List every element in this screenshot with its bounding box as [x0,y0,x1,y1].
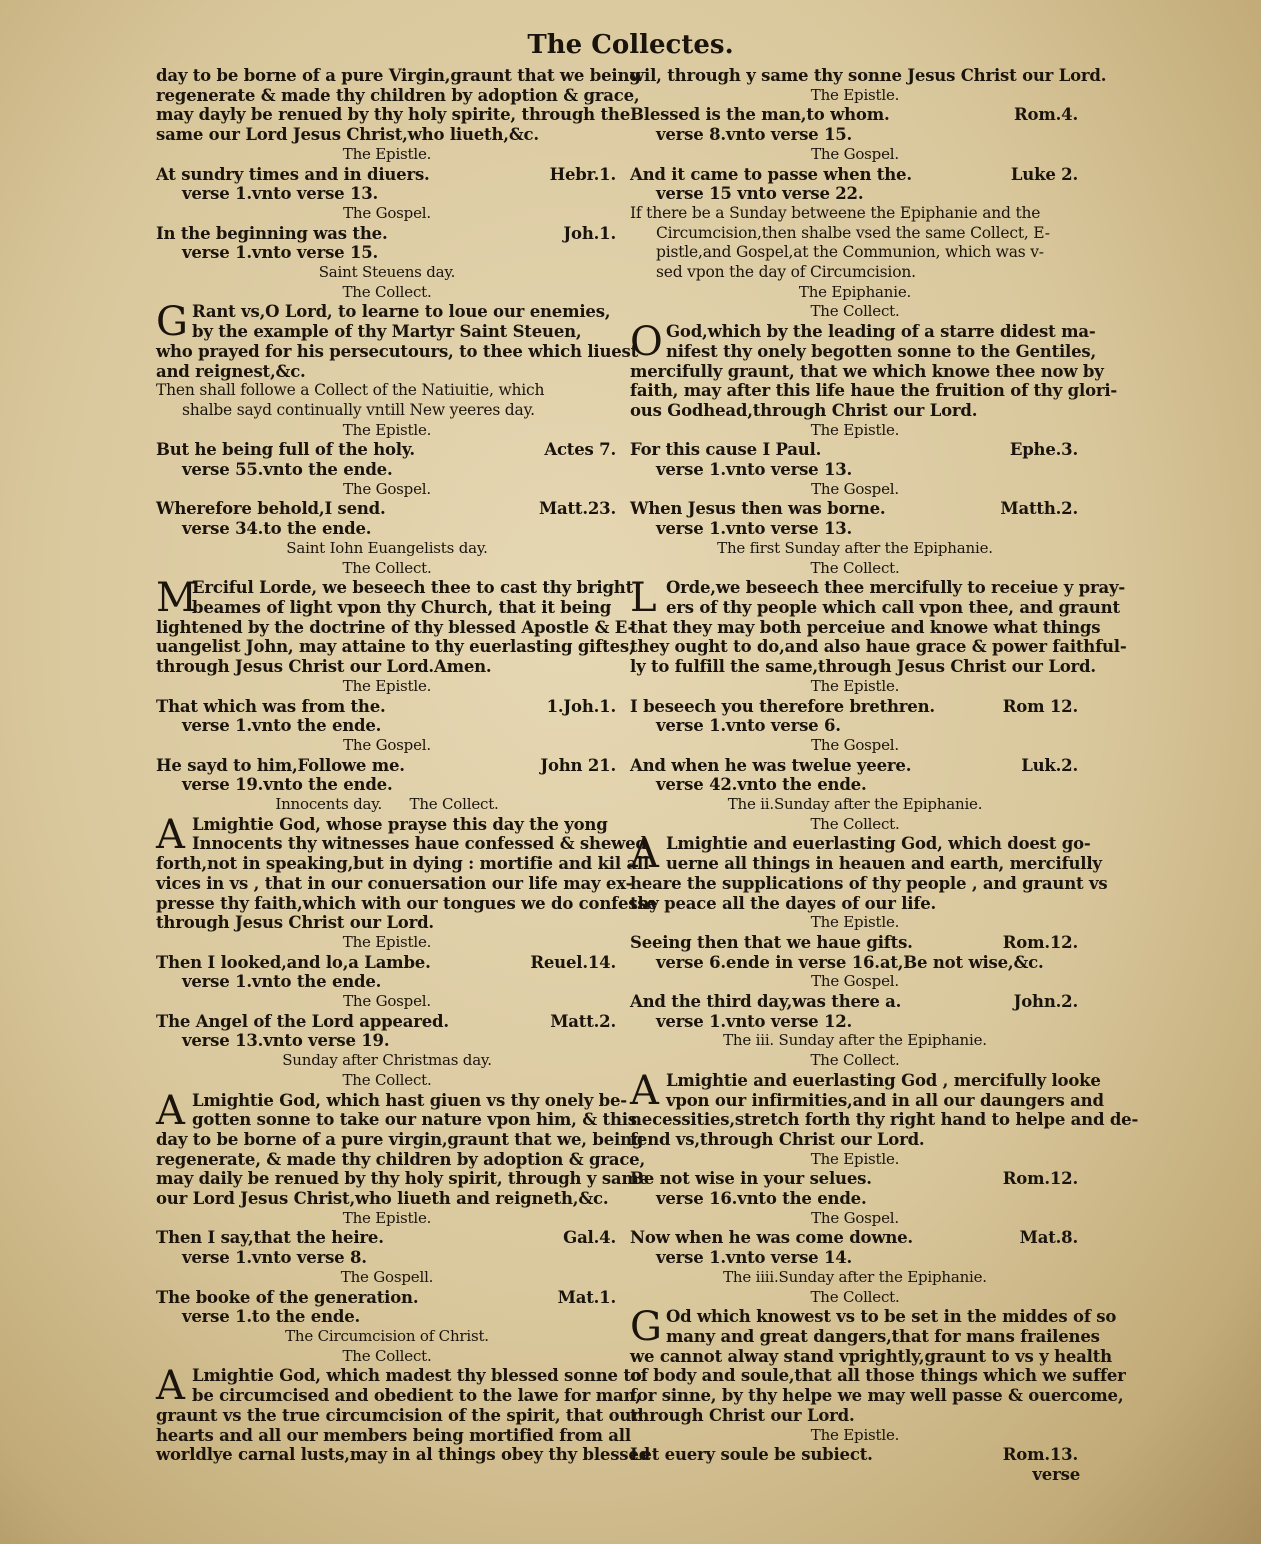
feast-title: The Circumcision of Christ. [285,1327,489,1345]
text-line: nifest thy onely begotten sonne to the Gentiles, [666,341,1097,361]
verse-range: verse 1.vnto the ende. [182,972,382,992]
text-line: through Jesus Christ our Lord. [156,913,434,933]
scripture-citation: Gal.4. [563,1228,616,1248]
scripture-citation: Rom.12. [1002,1169,1078,1189]
lesson-reference [630,1169,1080,1189]
text-line: heare the supplications of thy people , and graunt vs [630,873,1108,893]
lesson-incipit: And it came to passe when the. [630,164,912,184]
verse-range: verse 1.vnto verse 12. [656,1011,853,1031]
verse-range: verse 15 vnto verse 22. [656,184,864,204]
right-column [630,66,1139,1485]
text-line: Lmightie God, whose prayse this day the yong [192,814,608,834]
section-heading: The Collect. [810,302,900,321]
text-line: gotten sonne to take our nature vpon him, & this [192,1110,637,1130]
lesson-incipit: When Jesus then was borne. [630,499,886,519]
text-line: regenerate, & made thy children by adoption & grace, [156,1149,646,1169]
verse-range: verse 1.vnto verse 15. [182,243,379,263]
text-line: many and great dangers,that for mans frailenes [666,1327,1100,1346]
lesson-reference [156,1228,618,1248]
rubric-line: sed vpon the day of Circumcision. [656,263,916,282]
text-line: day to be borne of a pure Virgin,graunt that we being [156,66,641,85]
collect-paragraph [630,319,1118,421]
verse-range: verse 1.vnto verse 14. [656,1248,853,1268]
drop-cap: A [156,1363,185,1410]
lesson-incipit: For this cause I Paul. [630,440,822,460]
lesson-reference [156,165,618,185]
section-heading: The Epistle. [342,932,432,951]
lesson-reference [156,953,618,973]
lesson-incipit: That which was from the. [156,696,386,716]
drop-cap: L [630,575,657,622]
section-heading: The Epistle. [342,1208,432,1227]
verse-range: verse 19.vnto the ende. [182,775,393,795]
text-line: of body and soule,that all those things which we suffer [630,1366,1126,1386]
section-heading: The Gospel. [343,203,431,222]
lesson-reference [630,440,1080,460]
lesson-reference [630,756,1080,776]
text-line: God,which by the leading of a starre didest ma- [666,322,1096,342]
verse-range: verse 1.vnto verse 13. [182,184,379,204]
lesson-reference [156,1288,618,1308]
verse-range: verse 6.ende in verse 16.at,Be not wise,&c. [656,952,1044,972]
text-line: vices in vs , that in our conuersation our life may ex- [156,873,633,893]
text-line: mercifully graunt, that we which knowe thee now by [630,361,1104,381]
lesson-reference [630,1445,1080,1465]
scripture-citation: Ephe.3. [1009,440,1078,460]
text-line: forth,not in speaking,but in dying : mortifie and kil all [156,854,650,874]
verse-range: verse 42.vnto the ende. [656,775,867,795]
scripture-citation: Mat.8. [1019,1228,1078,1248]
text-line: same our Lord Jesus Christ,who liueth,&c. [156,125,539,145]
section-heading: The Epistle. [342,676,432,695]
verse-range: verse 8.vnto verse 15. [656,125,853,145]
text-line: day to be borne of a pure virgin,graunt that we, being [156,1129,644,1149]
text-line: lightened by the doctrine of thy blessed Apostle & E- [156,617,635,637]
drop-cap: O [630,319,663,366]
section-heading: The Gospel. [811,1208,899,1227]
lesson-incipit: Let euery soule be subiect. [630,1445,873,1465]
text-line: through Christ our Lord. [630,1405,855,1425]
collect-paragraph [156,575,635,677]
section-heading: The Gospel. [811,735,899,754]
collect-paragraph [156,1087,649,1209]
drop-cap: G [156,299,188,346]
text-line: that they may both perceiue and knowe what things [630,617,1101,637]
collect-paragraph [630,1067,1139,1150]
section-heading: The Gospel. [811,144,899,163]
section-heading: The Collect. [810,1287,900,1306]
verse-range: verse 13.vnto verse 19. [182,1031,390,1051]
lesson-incipit: Wherefore behold,I send. [156,499,386,519]
rubric-line: shalbe sayd continually vntill New yeeres day. [182,400,535,419]
scripture-citation: Reuel.14. [530,952,616,972]
lesson-incipit: He sayd to him,Followe me. [156,755,405,775]
drop-cap: A [630,831,659,878]
lesson-incipit: In the beginning was the. [156,223,388,243]
section-heading: The Gospel. [343,479,431,498]
scripture-citation: Luk.2. [1021,755,1078,775]
scripture-citation: Matth.2. [1000,499,1078,519]
text-line: Lmightie God, which madest thy blessed sonne to [192,1366,642,1386]
lesson-incipit: I beseech you therefore brethren. [630,696,935,716]
verse-range: verse 1.vnto the ende. [182,716,382,736]
collect-paragraph [630,1304,1126,1425]
lesson-incipit: And the third day,was there a. [630,992,902,1012]
section-heading: The Collect. [810,1051,900,1070]
section-heading: The Gospel. [343,735,431,754]
lesson-incipit: Be not wise in your selues. [630,1169,872,1189]
verse-range: verse 34.to the ende. [182,519,372,539]
text-line: be circumcised and obedient to the lawe for man, [192,1386,641,1406]
text-line: uerne all things in heauen and earth, mercifully [666,854,1102,874]
scripture-citation: Rom.4. [1014,105,1078,125]
scripture-citation: 1.Joh.1. [546,696,616,716]
feast-title: The Epiphanie. [798,282,912,301]
section-heading: The Epistle. [342,144,432,163]
section-heading: The Collect. [810,814,900,833]
collect-paragraph [156,1363,651,1465]
left-column [156,66,657,1465]
lesson-incipit: Blessed is the man,to whom. [630,105,890,125]
text-line: we cannot alway stand vprightly,graunt to vs y health [630,1346,1112,1366]
section-heading: The Gospel. [811,479,899,498]
verse-range: verse 1.vnto verse 13. [656,460,853,480]
section-heading: The Collect. [810,558,900,577]
drop-cap: M [156,575,197,622]
section-heading: The Collect. [342,282,432,301]
scripture-citation: Matt.2. [550,1011,616,1031]
text-line: ers of thy people which call vpon thee, and graunt [666,597,1120,617]
collect-paragraph [156,811,657,933]
text-line: Lmightie and euerlasting God, which doest go- [666,834,1091,854]
lesson-reference [156,224,618,244]
lesson-reference [630,933,1080,953]
text-line: through Jesus Christ our Lord.Amen. [156,657,492,677]
lesson-reference [630,992,1080,1012]
lesson-incipit: And when he was twelue yeere. [630,755,912,775]
rubric-line: Circumcision,then shalbe vsed the same Collect, E- [656,223,1050,242]
section-heading: The Epistle. [810,676,900,695]
text-line: regenerate & made thy children by adoption & grace, [156,85,640,105]
section-heading: The Epistle. [810,913,900,932]
text-line: our Lord Jesus Christ,who liueth and reigneth,&c. [156,1189,609,1209]
text-line: Od which knowest vs to be set in the middes of so [666,1307,1117,1327]
section-heading: The Collect. [342,1346,432,1365]
lesson-reference [630,499,1080,519]
text-line: Lmightie and euerlasting God , mercifully looke [666,1070,1101,1090]
section-heading: The Epistle. [810,420,900,439]
lesson-incipit: Seeing then that we haue gifts. [630,932,913,952]
lesson-incipit: But he being full of the holy. [156,440,415,460]
scripture-citation: John.2. [1013,992,1078,1012]
rubric-line: pistle,and Gospel,at the Communion, which was v- [656,243,1044,262]
text-line: Rant vs,O Lord, to learne to loue our enemies, [192,302,611,322]
lesson-reference [156,1012,618,1032]
lesson-reference [156,756,618,776]
text-line: Lmightie God, which hast giuen vs thy onely be- [192,1090,627,1110]
text-line: Innocents thy witnesses haue confessed & shewed [192,834,647,854]
text-line: thy peace all the dayes of our life. [630,893,937,913]
drop-cap: A [156,811,185,858]
lesson-reference [630,165,1080,185]
section-heading: The Gospell. [340,1267,434,1286]
text-line: Orde,we beseech thee mercifully to receiue y pray- [666,578,1125,598]
rubric-line: Then shall followe a Collect of the Natiuitie, which [156,381,545,400]
section-heading: The Epistle. [810,1425,900,1444]
section-heading: The Collect. [409,795,499,814]
feast-title: The ii.Sunday after the Epiphanie. [727,795,983,814]
text-line: graunt vs the true circumcision of the spirit, that our [156,1405,640,1425]
drop-cap: G [630,1304,662,1351]
text-line: fend vs,through Christ our Lord. [630,1129,925,1149]
feast-title: The first Sunday after the Epiphanie. [717,538,993,557]
scripture-citation: Luke 2. [1010,164,1078,184]
drop-cap: A [630,1067,659,1114]
section-heading: The Epistle. [342,420,432,439]
scripture-citation: Matt.23. [538,499,616,519]
scripture-citation: Joh.1. [563,223,616,243]
collect-paragraph [630,575,1127,677]
feast-title: Saint Iohn Euangelists day. [286,538,488,557]
collect-paragraph [156,299,639,381]
text-line: by the example of thy Martyr Saint Steuen, [192,322,582,342]
section-heading: The Gospel. [811,972,899,991]
running-head: The Collectes. [527,30,734,60]
lesson-incipit: Now when he was come downe. [630,1228,913,1248]
text-line: ous Godhead,through Christ our Lord. [630,400,978,420]
lesson-incipit: Then I looked,and lo,a Lambe. [156,952,431,972]
text-line: Erciful Lorde, we beseech thee to cast thy bright [192,578,633,598]
catchword: verse [1032,1464,1080,1484]
scripture-citation: Mat.1. [557,1287,616,1307]
lesson-incipit: The booke of the generation. [156,1287,419,1307]
lesson-reference [156,697,618,717]
collect-paragraph [630,831,1108,913]
scripture-citation: Rom.12. [1002,932,1078,952]
drop-cap: A [156,1087,185,1134]
text-line: uangelist John, may attaine to thy euerlasting giftes, [156,637,635,657]
lesson-incipit: At sundry times and in diuers. [156,164,430,184]
text-line: necessities,stretch forth thy right hand to helpe and de- [630,1110,1139,1130]
lesson-reference [156,499,618,519]
section-heading: The Collect. [342,558,432,577]
scripture-citation: Rom 12. [1002,696,1078,716]
text-line: may dayly be renued by thy holy spirite, through the [156,105,631,125]
verse-range: verse 1.vnto verse 8. [182,1248,367,1268]
text-line: faith, may after this life haue the fruition of thy glori- [630,381,1118,401]
text-line: hearts and all our members being mortified from all [156,1425,631,1445]
verse-range: verse 1.vnto verse 6. [656,716,841,736]
text-line: and reignest,&c. [156,361,306,381]
feast-title: Sunday after Christmas day. [282,1051,492,1070]
feast-title: Innocents day. [275,795,383,814]
lesson-incipit: Then I say,that the heire. [156,1228,384,1248]
lesson-reference [630,1228,1080,1248]
text-line: wil, through y same thy sonne Jesus Christ our Lord. [630,66,1107,85]
scripture-citation: Hebr.1. [549,164,616,184]
verse-range: verse 16.vnto the ende. [656,1189,867,1209]
text-line: vpon our infirmities,and in all our daungers and [666,1090,1104,1110]
lesson-reference [630,105,1080,125]
text-line: presse thy faith,which with our tongues we do confesse [156,893,657,913]
section-heading: The Gospel. [343,992,431,1011]
text-line: worldlye carnal lusts,may in al things obey thy blessed [156,1445,651,1465]
verse-range: verse 1.to the ende. [182,1307,361,1327]
feast-title: Saint Steuens day. [318,263,456,282]
section-heading: The Epistle. [810,85,900,104]
lesson-reference [156,440,618,460]
section-heading: The Epistle. [810,1149,900,1168]
scripture-citation: John 21. [540,755,616,775]
text-line: may daily be renued by thy holy spirit, through y same [156,1169,649,1189]
lesson-reference [630,697,1080,717]
scripture-citation: Rom.13. [1002,1445,1078,1465]
text-line: ly to fulfill the same,through Jesus Christ our Lord. [630,657,1096,677]
text-line: beames of light vpon thy Church, that it being [192,597,612,617]
text-line: who prayed for his persecutours, to thee which liuest [156,341,639,361]
feast-title-line [156,795,618,815]
verse-range: verse 55.vnto the ende. [182,460,393,480]
rubric-line: If there be a Sunday betweene the Epiphanie and the [630,203,1041,222]
text-line: for sinne, by thy helpe we may well passe & ouercome, [630,1386,1124,1406]
scripture-citation: Actes 7. [544,440,616,460]
feast-title: The iii. Sunday after the Epiphanie. [723,1031,987,1050]
feast-title: The iiii.Sunday after the Epiphanie. [723,1267,987,1286]
text-line: they ought to do,and also haue grace & power faithful- [630,637,1127,657]
lesson-incipit: The Angel of the Lord appeared. [156,1011,449,1031]
verse-range: verse 1.vnto verse 13. [656,519,853,539]
section-heading: The Collect. [342,1070,432,1089]
